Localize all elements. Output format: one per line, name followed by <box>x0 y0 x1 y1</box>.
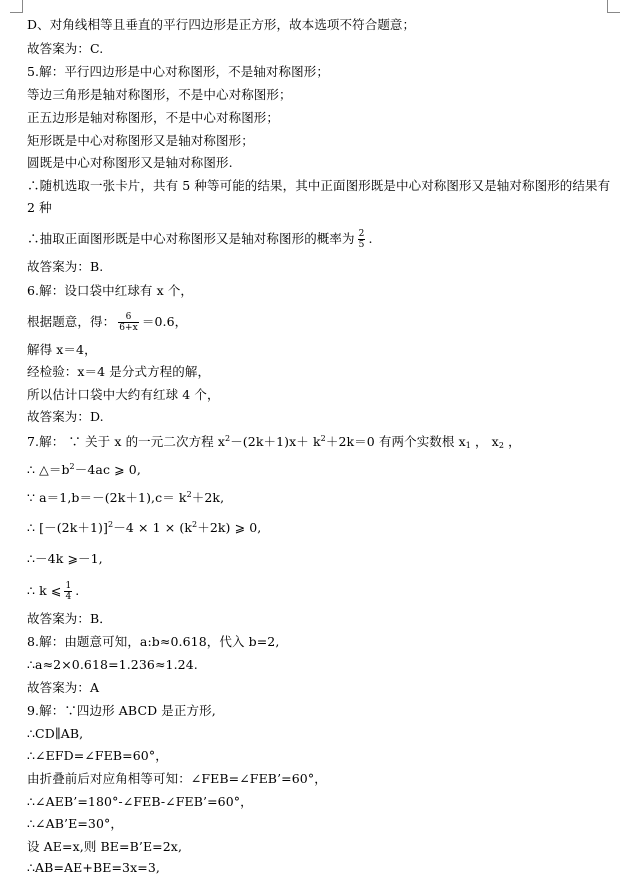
crop-mark-left-horizontal <box>10 12 23 13</box>
q5-line-triangle: 等边三角形是轴对称图形，不是中心对称图形； <box>27 87 292 102</box>
q5-probability <box>27 229 373 250</box>
q9-angle-aeb: ∴∠AEB’=180°-∠FEB-∠FEB’=60°， <box>27 794 253 809</box>
exponent: 2 <box>225 434 231 443</box>
fraction-denominator: 6+x <box>119 323 138 333</box>
fraction-denominator: 5 <box>358 240 365 250</box>
q6-check: 经检验：x＝4 是分式方程的解， <box>27 364 211 379</box>
q7-coef-a: ∵ a＝1,b＝－(2k＋1),c＝ k <box>27 490 187 505</box>
exponent: 2 <box>192 520 198 529</box>
q9-angle-efd: ∴∠EFD=∠FEB=60°， <box>27 748 168 763</box>
exponent: 2 <box>186 490 192 499</box>
q7-text-e: ， <box>504 434 521 449</box>
q6-equation <box>27 312 187 333</box>
answer-b-q7: 故答案为：B． <box>27 611 112 626</box>
q7-disc-a: ∴ △＝b <box>27 462 70 477</box>
q7-result-text: ∴ k ⩽ <box>27 583 62 598</box>
q9-ab-sum: ∴AB=AE+BE=3x=3, <box>27 860 160 875</box>
answer-c: 故答案为：C. <box>27 41 104 56</box>
q9-parallel: ∴CD∥AB, <box>27 726 84 741</box>
q6-fraction <box>118 312 139 333</box>
answer-d-q6: 故答案为：D. <box>27 409 104 424</box>
q9-angle-abe: ∴∠AB’E=30°， <box>27 816 123 831</box>
answer-b-q5: 故答案为：B. <box>27 259 104 274</box>
q7-coef-b: ＋2k, <box>191 490 225 505</box>
fraction-denominator: 4 <box>65 592 72 602</box>
q6-solve: 解得 x＝4， <box>27 342 97 357</box>
q7-result-fraction <box>64 581 72 602</box>
q9-fold-angle: 由折叠前后对应角相等可知：∠FEB=∠FEB’=60°， <box>27 771 327 786</box>
q6-estimate: 所以估计口袋中大约有红球 4 个， <box>27 387 220 402</box>
q5-line-outcomes-cont: 2 种 <box>27 200 52 215</box>
q9-solution-start: 9.解：∵四边形 ABCD 是正方形, <box>27 703 216 718</box>
subscript: 1 <box>465 441 471 450</box>
q5-line-pentagon: 正五边形是轴对称图形，不是中心对称图形； <box>27 110 280 125</box>
q5-probability-text: ∴抽取正面图形既是中心对称图形又是轴对称图形的概率为 <box>27 231 355 246</box>
exponent: 2 <box>108 520 114 529</box>
period: . <box>368 231 373 246</box>
q9-let-ae: 设 AE=x,则 BE=B’E=2x, <box>27 839 183 854</box>
q7-text-b: －(2k＋1)x＋ k <box>230 434 321 449</box>
exponent: 2 <box>320 434 326 443</box>
q6-equation-rhs: ＝0.6， <box>141 314 188 329</box>
q5-solution-start: 5.解：平行四边形是中心对称图形，不是轴对称图形； <box>27 64 329 79</box>
fraction-numerator: 1 <box>65 581 72 591</box>
q5-line-circle: 圆既是中心对称图形又是轴对称图形. <box>27 155 233 170</box>
crop-mark-right-horizontal <box>607 12 620 13</box>
option-d-text: D、对角线相等且垂直的平行四边形是正方形，故本选项不符合题意； <box>27 17 416 32</box>
period: . <box>75 583 80 598</box>
q7-coefficients <box>27 490 224 506</box>
crop-mark-left-vertical <box>22 0 23 12</box>
q5-line-outcomes: ∴随机选取一张卡片，共有 5 种等可能的结果，其中正面图形既是中心对称图形又是轴对称图形的结果有 <box>27 178 611 193</box>
q7-solution-start <box>27 434 521 450</box>
q7-text-c: ＋2k＝0 有两个实数根 x <box>325 434 466 449</box>
fraction-numerator: 6 <box>118 312 139 323</box>
q5-probability-fraction <box>358 229 366 250</box>
q7-simplify: ∴－4k ⩾－1, <box>27 551 103 566</box>
q7-ineq-b: －4 × 1 × (k <box>113 520 193 535</box>
q7-disc-b: －4ac ⩾ 0, <box>74 462 141 477</box>
crop-mark-right-vertical <box>607 0 608 12</box>
q8-compute: ∴a≈2×0.618=1.236≈1.24. <box>27 657 198 672</box>
q6-equation-prefix: 根据题意，得： <box>27 314 116 329</box>
q7-result <box>27 581 79 602</box>
q7-ineq-c: ＋2k) ⩾ 0, <box>197 520 262 535</box>
q8-solution-start: 8.解：由题意可知，a:b≈0.618，代入 b=2, <box>27 634 280 649</box>
answer-a-q8: 故答案为：A <box>27 680 100 695</box>
q7-text-a: 7.解： ∵ 关于 x 的一元二次方程 x <box>27 434 225 449</box>
exponent: 2 <box>69 462 75 471</box>
q6-solution-start: 6.解：设口袋中红球有 x 个， <box>27 283 194 298</box>
q7-inequality <box>27 520 261 536</box>
fraction-numerator: 2 <box>358 229 365 239</box>
q5-line-rectangle: 矩形既是中心对称图形又是轴对称图形； <box>27 133 254 148</box>
q7-discriminant <box>27 462 141 478</box>
subscript: 2 <box>498 441 505 450</box>
q7-ineq-a: ∴ [－(2k＋1)] <box>27 520 109 535</box>
q7-text-d: ， x <box>470 434 499 449</box>
